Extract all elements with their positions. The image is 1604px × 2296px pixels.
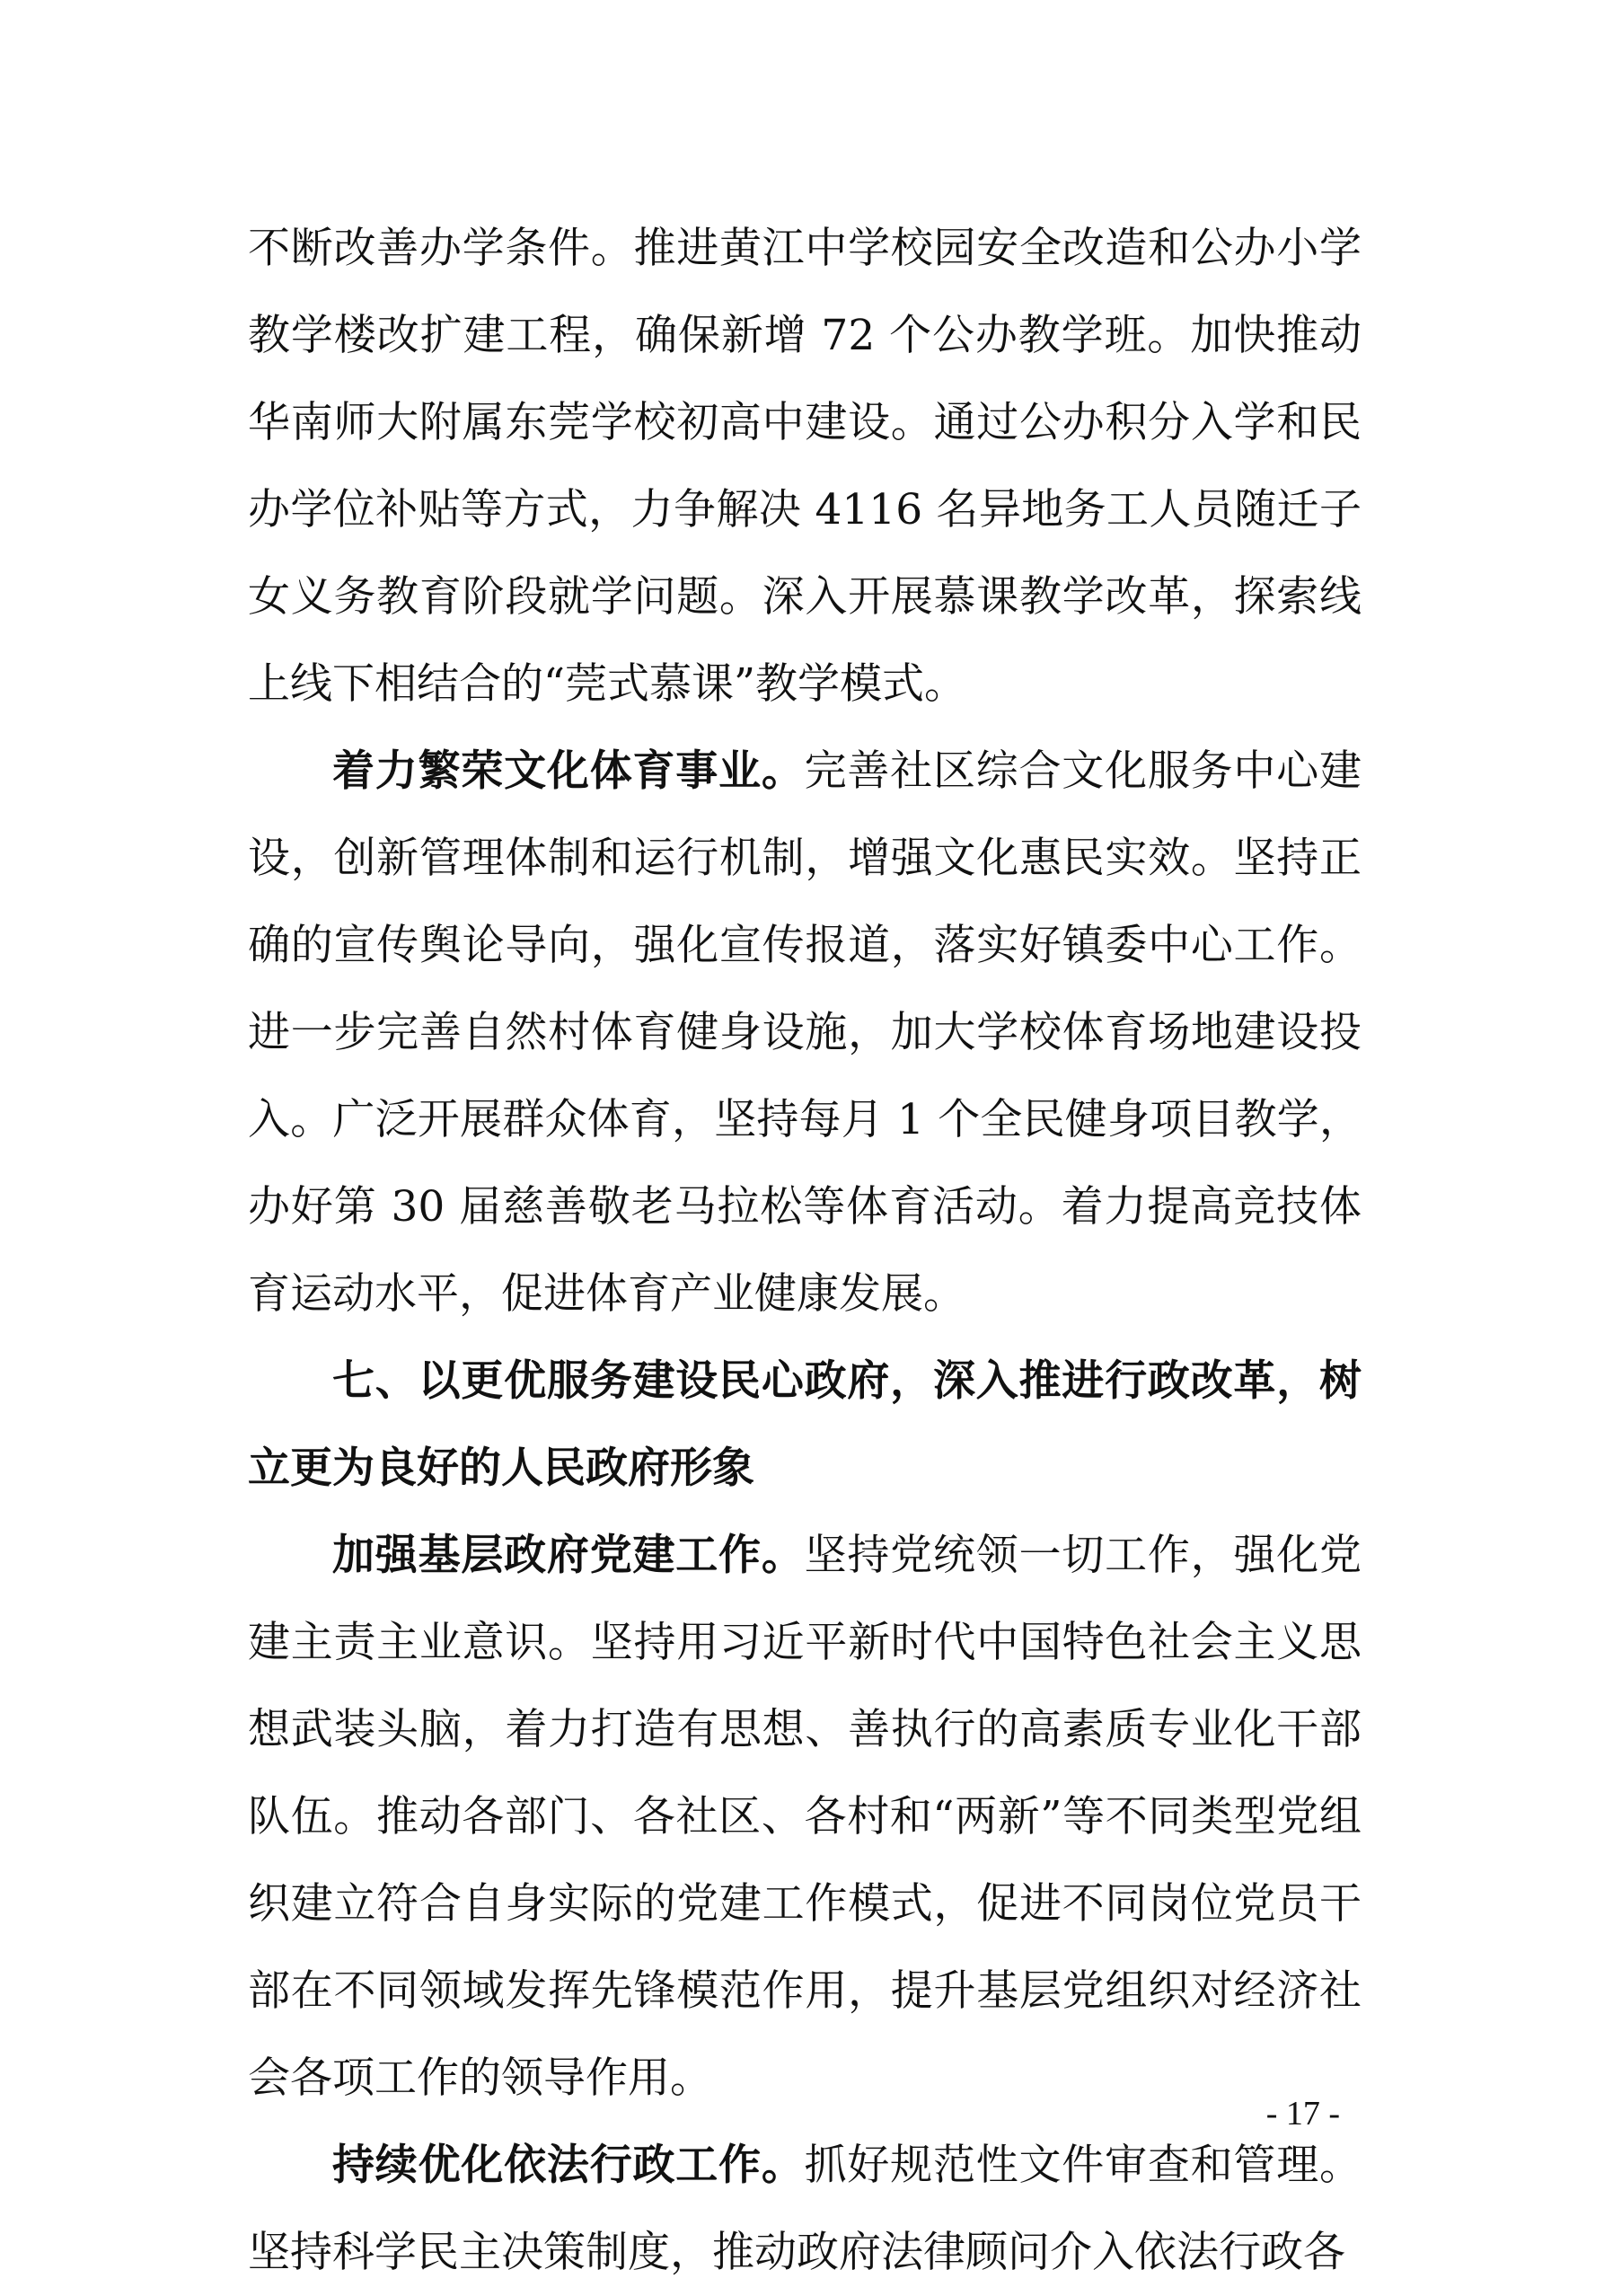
paragraph-text: 坚持党统领一切工作，强化党建主责主业意识。坚持用习近平新时代中国特色社会主义思想武装头脑，着力打造有思想、善执行的高素质专业化干部队伍。推动各部门、各社区、各村和“两新”等不同类型党组织建立符合自身实际的党建工作模式，促进不同岗位党员干部在不同领域发挥先锋模范作用，提升基层党组织对经济社会各项工作的领导作用。 (248, 1531, 1362, 2103)
paragraph-lead: 着力繁荣文化体育事业。 (332, 746, 805, 796)
paragraph-lead: 持续优化依法行政工作。 (332, 2141, 805, 2190)
paragraph-culture-sports (248, 728, 1362, 1338)
section-heading-seven: 七、以更优服务建设民心政府，深入推进行政改革，树立更为良好的人民政府形象 (248, 1356, 1362, 1493)
paragraph-party-building (248, 1512, 1362, 2122)
paragraph-school-conditions (248, 205, 1362, 728)
paragraph-text: 抓好规范性文件审查和管理。坚持科学民主决策制度，推动政府法律顾问介入依法行政各 (248, 2141, 1362, 2277)
page-number: - 17 - (1265, 2095, 1340, 2133)
paragraph-lead: 加强基层政府党建工作。 (332, 1531, 805, 1580)
document-body (248, 205, 1362, 2296)
paragraph-text: 不断改善办学条件。推进黄江中学校园安全改造和公办小学教学楼改扩建工程，确保新增 72 个公办教学班。加快推动华南师大附属东莞学校初高中建设。通过公办积分入学和民办学位补贴等方式，力争解决 4116 名异地务工人员随迁子女义务教育阶段就学问题。深入开展慕课教学改革，探索线上线下相结合的“莞式慕课”教学模式。 (248, 224, 1362, 709)
paragraph-rule-of-law (248, 2122, 1362, 2296)
paragraph-text: 完善社区综合文化服务中心建设，创新管理体制和运行机制，增强文化惠民实效。坚持正确的宣传舆论导向，强化宣传报道，落实好镇委中心工作。进一步完善自然村体育健身设施，加大学校体育场地建设投入。广泛开展群众体育，坚持每月 1 个全民健身项目教学，办好第 30 届慈善敬老马拉松等体育活动。着力提高竞技体育运动水平，促进体育产业健康发展。 (248, 746, 1362, 1319)
